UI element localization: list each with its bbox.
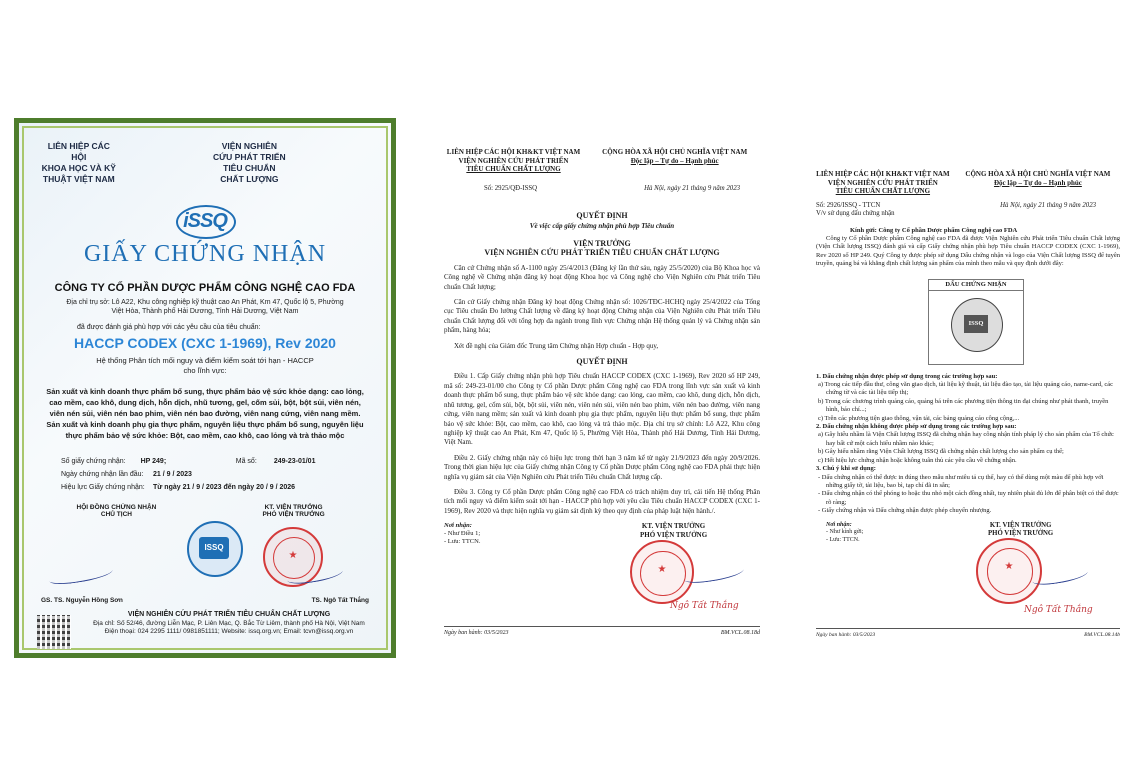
signer-name: Ngô Tất Thắng: [670, 601, 739, 612]
code-label: Mã số:: [235, 458, 257, 465]
decision-title: QUYẾT ĐỊNH: [576, 211, 628, 221]
recipients: [444, 522, 480, 546]
footer-org: VIỆN NGHIÊN CỨU PHÁT TRIỂN TIÊU CHUẨN CHẤT LƯỢNG: [127, 611, 331, 618]
mark-caption: DẤU CHỨNG NHẬN: [929, 280, 1023, 291]
decision-document: [426, 128, 778, 658]
recipients-title: Nơi nhận:: [444, 522, 472, 530]
decision-subject: Về việc cấp giấy chứng nhận phù hợp Tiêu chuẩn: [529, 221, 675, 230]
letter-document: [800, 162, 1130, 648]
cert-number-label: Số giấy chứng nhận:: [61, 458, 126, 465]
number-row: [444, 184, 760, 193]
signature-left: [41, 504, 192, 518]
number-block: [816, 202, 895, 219]
footer-address: Địa chỉ: Số 52/46, đường Liễn Mạc, P. Liên Mạc, Q. Bắc Từ Liêm, thành phố Hà Nội, Việt Nam: [93, 619, 365, 627]
paragraph: Xét đề nghị của Giám đốc Trung tâm Chứng nhận Hợp chuẩn - Hợp quy,: [454, 341, 659, 350]
scope-of-certification: Sản xuất và kinh doanh thực phẩm bổ sung, thực phẩm bảo vệ sức khỏe dạng: cao lỏng, cao mềm, cao khô, dung dịch, hỗn dịch, nhũ tương, gel, cốm sủi, bột, bột sủi, viên nén, viên nén sủi, viên nén bao phim, viên nén bao đường, viên nang cứng, viên nang mềm. Sản xuất và kinh doanh phụ gia thực phẩm, nguyên liệu thực phẩm bổ sung, nguyên liệu thực phẩm bảo vệ sức khỏe: Bột, cao mềm, cao khô, cao lỏng và trà thảo mộc: [46, 387, 364, 440]
article-2: Điều 2. Giấy chứng nhận này có hiệu lực trong thời hạn 3 năm kể từ ngày 21/9/2023 đến ngày 20/9/2026. Trong thời gian hiệu lực của Giấy chứng nhận Công ty Cổ phần Dược phẩm Công nghệ cao FDA phải thực hiện nghĩa vụ giám sát của Viện Nghiên cứu Phát triển Tiêu chuẩn Chất lượng cấp.: [444, 453, 760, 481]
signature-block: [816, 522, 1120, 626]
standard-name: HACCP CODEX (CXC 1-1969), Rev 2020: [74, 335, 336, 351]
paragraph: Căn cứ Chứng nhận số A-1100 ngày 25/4/2013 (Đăng ký lần thứ sáu, ngày 25/5/2020) của Bộ Khoa học và Công nghệ về Chứng nhận đăng ký hoạt động Khoa học và Công nghệ cho Viện Nghiên cứu Phát triển Tiêu chuẩn Chất lượng;: [444, 263, 760, 291]
meta-row: [61, 455, 369, 468]
badge-text: ISSQ: [199, 537, 229, 559]
header-line: Độc lập – Tự do – Hạnh phúc: [993, 178, 1082, 187]
sign-title: KT. VIỆN TRƯỞNG: [989, 521, 1052, 529]
issq-badge: [187, 521, 243, 577]
greeting: Kính gửi: Công ty Cổ phần Dược phẩm Công nghệ cao FDA: [850, 226, 1018, 234]
rule-item: a) Trong các tiếp đầu thư, công văn giao dịch, tài liệu kỹ thuật, tài liệu đào tạo, tài liệu quảng cáo, name-card, các chứng từ và các tài liệu tiếp thị;: [818, 381, 1114, 397]
signatory-names: [41, 597, 369, 604]
signature-right: [218, 504, 369, 518]
letter-body: Công ty Cổ phần Dược phẩm Công nghệ cao FDA đã được Viện Nghiên cứu Phát triển Tiêu chuẩn Chất lượng (Viện Chất lượng ISSQ) đánh giá và cấp Giấy chứng nhận phù hợp Tiêu chuẩn HACCP CODEX (CXC 1-1969), Rev 2020 số HP 249. Quý Công ty được phép sử dụng Dấu chứng nhận và logo của Viện Chất lượng ISSQ để tuyên truyền, quảng bá và khẳng định chất lượng sản phẩm của mình theo mẫu và quy định dưới đây:: [816, 235, 1120, 268]
header-left: [816, 170, 950, 196]
validity-value: Từ ngày 21 / 9 / 2023 đến ngày 20 / 9 / 2026: [153, 484, 296, 491]
company-name: CÔNG TY CỔ PHẦN DƯỢC PHẨM CÔNG NGHỆ CAO FDA: [54, 282, 356, 294]
sign-title: HỘI ĐỒNG CHỨNG NHẬN: [76, 504, 157, 511]
stamp-star-icon: ★: [288, 550, 298, 562]
header-right: [956, 170, 1120, 196]
paragraph: Căn cứ Giấy chứng nhận Đăng ký hoạt động Chứng nhận số: 1026/TĐC-HCHQ ngày 25/4/2022 của Tổng cục Tiêu chuẩn Đo lường Chất lượng về đăng ký hoạt động Chứng nhận của Viện Nghiên cứu Phát triển Tiêu chuẩn Chất lượng đối với tổng hợp đa ngành trong lĩnh vực Chứng nhận Hệ thống quản lý và Chứng nhận sản phẩm, hàng hóa;: [444, 298, 760, 335]
form-code: BM.VCL.08.18d: [720, 630, 760, 637]
form-code: BM.VCL.08.14b: [1084, 631, 1120, 638]
signature-block: [444, 522, 760, 622]
meta-row: [61, 468, 369, 481]
header-line: VIỆN NGHIÊN CỨU PHÁT TRIỂN: [212, 141, 286, 162]
authority-line: VIỆN TRƯỞNG: [573, 239, 631, 248]
sign-role: PHÓ VIỆN TRƯỞNG: [640, 530, 708, 539]
usage-rules: [816, 373, 1120, 516]
certification-mark-box: [928, 279, 1024, 365]
recipient-item: - Lưu: TTCN.: [444, 538, 481, 546]
letter-subject: V/v sử dụng dấu chứng nhận: [816, 210, 895, 218]
date-value: 21 / 9 / 2023: [153, 471, 192, 478]
rule-item: a) Gây hiểu nhầm là Viện Chất lượng ISSQ đã chứng nhận hay công nhận tính pháp lý cho sản phẩm của Tổ chức hay bất cứ một cách hiểu nhầm nào khác;: [818, 431, 1114, 447]
decision-number: Số: 2925/QĐ-ISSQ: [484, 184, 538, 192]
sign-role: PHÓ VIỆN TRƯỞNG: [988, 530, 1054, 538]
header-line: VIỆN NGHIÊN CỨU PHÁT TRIỂN: [827, 178, 938, 187]
issq-seal: [951, 298, 1003, 352]
rule-section: 2. Dấu chứng nhận không được phép sử dụng trong các trường hợp sau:: [816, 423, 1017, 431]
place-date: Hà Nội, ngày 21 tháng 9 năm 2023: [1000, 201, 1096, 209]
header-line: TIÊU CHUẨN CHẤT LƯỢNG: [835, 187, 931, 196]
letter-header: [816, 170, 1120, 196]
authority-line: VIỆN NGHIÊN CỨU PHÁT TRIỂN TIÊU CHUẨN CHẤT LƯỢNG: [484, 248, 720, 258]
article-3: Điều 3. Công ty Cổ phần Dược phẩm Công nghệ cao FDA có trách nhiệm duy trì, cải tiến Hệ thống Phân tích mối nguy và điểm kiểm soát tới hạn - HACCP phù hợp với yêu cầu Tiêu chuẩn HACCP CODEX (CXC 1-1969), Rev 2020 và thực hiện nghĩa vụ giám sát định kỳ theo quy định của pháp luật hiện hành./.: [444, 487, 760, 515]
signatory-right: TS. Ngô Tất Thắng: [311, 597, 369, 604]
signatures: [41, 504, 369, 518]
cert-number: HP 249;: [140, 458, 167, 465]
rule-item: c) Trên các phương tiện giao thông, vận tải, các bảng quảng cáo công cộng,...: [818, 414, 1020, 422]
certificate-header: [41, 141, 369, 185]
header-line: LIÊN HIỆP CÁC HỘI: [47, 141, 110, 162]
decision-header: [444, 148, 760, 174]
header-right: [212, 141, 369, 185]
header-line: CỘNG HÒA XÃ HỘI CHỦ NGHĨA VIỆT NAM: [602, 148, 748, 156]
rule-item: b) Trong các chương trình quảng cáo, quảng bá trên các phương tiện thông tin đại chúng như phát thanh, truyền hình, báo chí...;: [818, 397, 1109, 414]
recipient-item: - Như Điều 1;: [444, 530, 481, 538]
header-left: [41, 141, 198, 185]
article-1: Điều 1. Cấp Giấy chứng nhận phù hợp Tiêu chuẩn HACCP CODEX (CXC 1-1969), Rev 2020 số HP 249, mã số: 249-23-01/00 cho Công ty Cổ phần Dược phẩm Công nghệ cao FDA trong lĩnh vực sản xuất và kinh doanh thực phẩm bổ sung, thực phẩm bảo vệ sức khỏe dạng: cao lỏng, cao mềm, cao khô, dung dịch, hỗn dịch, nhũ tương, gel, cốm sủi, bột, bột sủi, viên nén, viên nén sủi, viên nén bao phim, viên nén bao đường, viên nang cứng, viên nang mềm; sản xuất và kinh doanh phụ gia thực phẩm, nguyên liệu thực phẩm bổ sung, thực phẩm bảo vệ sức khỏe: Bột, cao mềm, cao khô, cao lỏng và trà thảo mộc. Địa chỉ trụ sở chính: Lô A22, Khu công nghiệp kỹ thuật cao An Phát, Km 47, Quốc lộ 5, Phường Việt Hòa, Thành phố Hải Dương, Tỉnh Hải Dương, Việt Nam.: [444, 372, 760, 447]
signer-name: Ngô Tất Thắng: [1024, 604, 1093, 615]
header-line: VIỆN NGHIÊN CỨU PHÁT TRIỂN: [458, 156, 569, 165]
decision-title-2: QUYẾT ĐỊNH: [576, 357, 628, 367]
seal-text: ISSQ: [964, 315, 988, 333]
letter-footer: [816, 628, 1120, 639]
header-left: [444, 148, 583, 174]
signer-title: [640, 522, 707, 539]
sign-title: KT. VIỆN TRƯỞNG: [264, 504, 323, 511]
certificate-title: GIẤY CHỨNG NHẬN: [83, 241, 327, 267]
decision-footer: [444, 626, 760, 638]
validity-label: Hiệu lực Giấy chứng nhận:: [61, 484, 145, 491]
sign-title: KT. VIỆN TRƯỞNG: [641, 522, 706, 531]
recipient-item: - Như kính gửi;: [826, 529, 864, 536]
rule-item: b) Gây hiểu nhầm rằng Viện Chất lượng ISSQ đã chứng nhận chất lượng cho sản phẩm cụ thể;: [818, 448, 1064, 456]
code-value: 249-23-01/01: [273, 458, 316, 465]
sign-role: PHÓ VIỆN TRƯỞNG: [262, 511, 325, 518]
rule-item: - Dấu chứng nhận có thể được in đúng theo mẫu như miêu tả cụ thể, hay có thể dùng một màu để phù hợp với những giấy tờ, tài liệu, bao bì, tạp chí đã in sẵn;: [818, 473, 1104, 489]
rule-item: - Dấu chứng nhận có thể phóng to hoặc thu nhỏ một cách đồng nhất, tuy nhiên phải đủ lớn để phân biệt có thể được rõ ràng;: [818, 490, 1119, 506]
red-stamp: [976, 538, 1042, 604]
date-label: Ngày chứng nhận lần đầu:: [61, 471, 144, 478]
header-line: TIÊU CHUẨN CHẤT LƯỢNG: [466, 165, 561, 174]
recipients: [826, 522, 863, 545]
signer-title: [988, 522, 1053, 539]
stamp-star-icon: ★: [657, 563, 667, 575]
issue-date: Ngày ban hành: 03/5/2023: [816, 631, 876, 638]
system-line: Hệ thống Phân tích mối nguy và điểm kiểm soát tới hạn - HACCP: [96, 356, 314, 365]
certificate-footer: [89, 611, 369, 637]
signatory-left: GS. TS. Nguyễn Hồng Sơn: [41, 597, 123, 604]
company-address: Địa chỉ trụ sở: Lô A22, Khu công nghiệp kỹ thuật cao An Phát, Km 47, Quốc lộ 5, Phường Việt Hòa, Thành phố Hải Dương, Tỉnh Hải Dương, Việt Nam: [66, 299, 344, 315]
number-row: [816, 202, 1120, 219]
meta-row: [61, 481, 369, 494]
header-line: CỘNG HÒA XÃ HỘI CHỦ NGHĨA VIỆT NAM: [965, 170, 1111, 178]
letter-number: Số: 2926/ISSQ - TTCN: [816, 201, 881, 209]
header-line: KHOA HỌC VÀ KỸ THUẬT VIỆT NAM: [41, 163, 116, 184]
header-line: Độc lập – Tự do – Hạnh phúc: [630, 156, 719, 165]
header-line: TIÊU CHUẨN CHẤT LƯỢNG: [220, 163, 279, 184]
issue-date: Ngày ban hành: 03/5/2023: [444, 630, 509, 637]
place-date: Hà Nội, ngày 21 tháng 9 năm 2023: [644, 184, 740, 192]
rule-item: c) Hết hiệu lực chứng nhận hoặc không tuân thủ các yêu cầu về chứng nhận.: [818, 456, 1017, 464]
certificate-meta: [41, 455, 369, 494]
evaluated-text: đã được đánh giá phù hợp với các yêu cầu của tiêu chuẩn:: [77, 324, 261, 331]
certificate: [14, 118, 396, 658]
system-line: cho lĩnh vực:: [183, 366, 227, 375]
sign-role: CHỦ TỊCH: [100, 511, 132, 518]
header-line: LIÊN HIỆP CÁC HỘI KH&KT VIỆT NAM: [816, 170, 950, 178]
rule-item: - Giấy chứng nhận và Dấu chứng nhận được phép chuyển nhượng.: [818, 507, 992, 515]
recipients-title: Nơi nhận:: [826, 521, 852, 528]
qr-code-overlay: [37, 615, 71, 649]
header-line: LIÊN HIỆP CÁC HỘI KH&KT VIỆT NAM: [446, 148, 581, 156]
rule-section: 3. Chú ý khi sử dụng:: [816, 465, 876, 473]
logo-text: iSSQ: [183, 210, 227, 232]
signature-stroke: [48, 565, 113, 587]
stamp-star-icon: ★: [1004, 561, 1014, 573]
recipient-item: - Lưu: TTCN.: [826, 536, 860, 543]
header-right: [589, 148, 760, 174]
footer-contact: Điện thoại: 024 2295 1111/ 0981851111; Website: issq.org.vn; Email: tcvn@issq.org.vn: [104, 628, 354, 635]
issq-logo: [170, 201, 240, 239]
rule-section: 1. Dấu chứng nhận được phép sử dụng trong các trường hợp sau:: [816, 372, 998, 380]
system-description: [41, 356, 369, 376]
